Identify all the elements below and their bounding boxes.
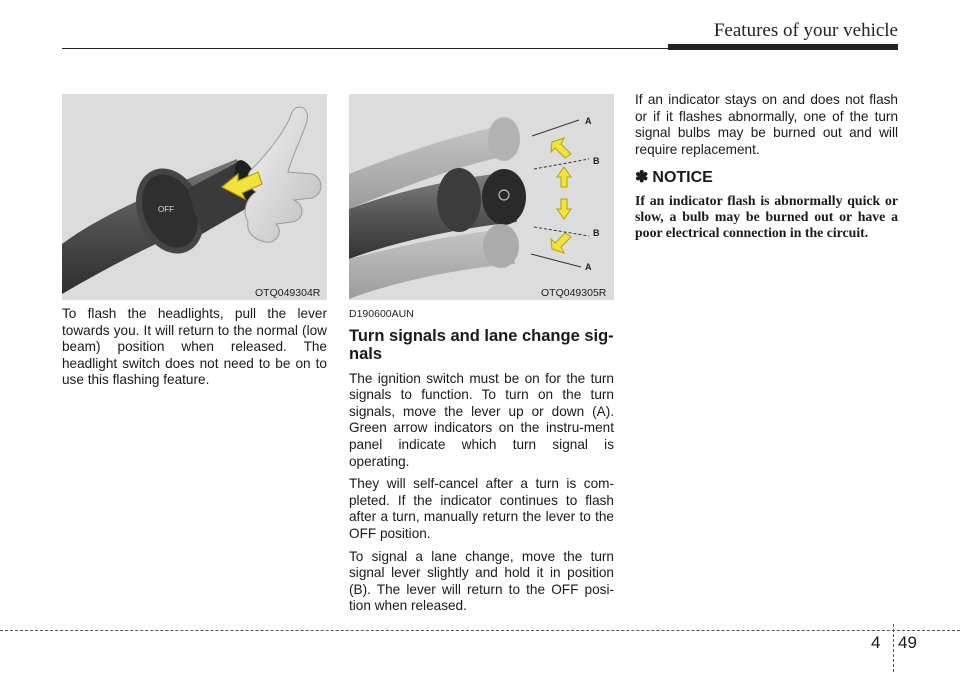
chapter-number: 4 <box>871 633 881 652</box>
section-title: Turn signals and lane change sig-nals <box>349 326 614 363</box>
paragraph: The ignition switch must be on for the turn signals to function. To turn on the turn signals, move the lever up or down (A). Green arrow indicators on the instru-ment panel indicate which turn signal is operating. <box>349 370 614 469</box>
notice-heading <box>635 170 898 187</box>
paragraph: They will self-cancel after a turn is com-pleted. If the indicator continues to flash after a turn, manually return the lever to the OFF position. <box>349 476 614 541</box>
header-rule-thick <box>668 44 898 50</box>
headlight-flash-lever-icon <box>62 94 327 300</box>
column-2 <box>349 306 614 621</box>
page-number: 49 <box>898 633 917 652</box>
arrow-down-icon <box>557 199 571 219</box>
header-rule-thin <box>62 48 898 49</box>
figure-turn-signal <box>349 94 614 300</box>
notice-title: NOTICE <box>652 169 713 187</box>
figure-code: OTQ049304R <box>255 287 321 299</box>
column-1 <box>62 306 327 395</box>
asterisk-icon: ✽ <box>635 169 649 187</box>
svg-text:OFF: OFF <box>158 205 174 214</box>
footer-separator <box>893 624 894 672</box>
arrow-down-curve-icon <box>551 233 571 253</box>
figure-headlight-flash <box>62 94 327 300</box>
header-title: Features of your vehicle <box>713 20 898 41</box>
label-b-top: B <box>593 156 600 166</box>
paragraph: To signal a lane change, move the turn signal lever slightly and hold it in position (B). The lever will return to the OFF posi-tion when released. <box>349 548 614 614</box>
label-b-bottom: B <box>593 228 600 238</box>
paragraph: To flash the headlights, pull the lever towards you. It will return to the normal (low beam) position when released. The headlight switch does not need to be on to use this flashing feature. <box>62 306 327 388</box>
notice-text: If an indicator flash is abnormally quick or slow, a bulb may be burned out or have a poor electrical connection in the circuit. <box>635 192 898 240</box>
section-code: D190600AUN <box>349 308 414 320</box>
label-a-top: A <box>585 116 592 126</box>
arrow-up-icon <box>557 167 571 187</box>
column-3 <box>635 92 898 241</box>
figure-code: OTQ049305R <box>541 287 607 299</box>
turn-signal-lever-icon <box>349 94 614 300</box>
label-a-bottom: A <box>585 262 592 272</box>
footer-rule <box>0 630 960 631</box>
paragraph: If an indicator stays on and does not flash or if it flashes abnormally, one of the turn signal bulbs may be burned out and will require replacement. <box>635 92 898 157</box>
arrow-up-curve-icon <box>551 138 571 158</box>
